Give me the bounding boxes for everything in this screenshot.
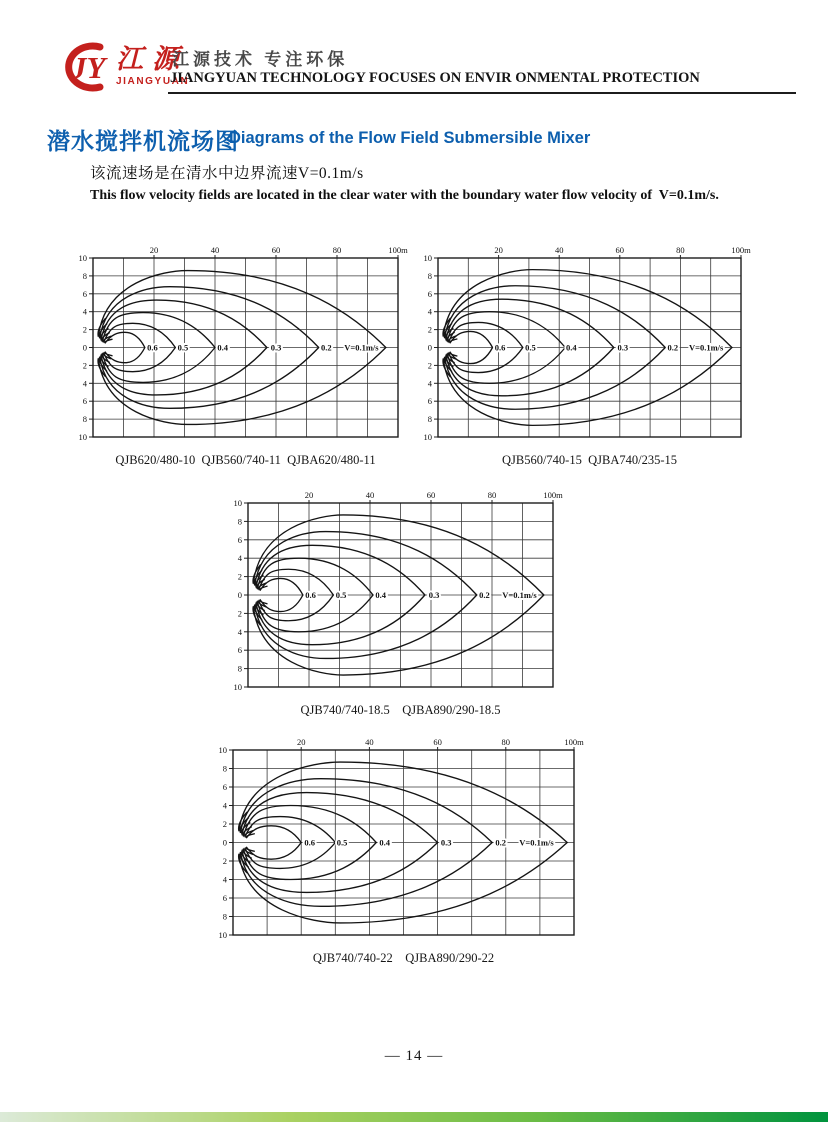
intro-line-english: This flow velocity fields are located in the clear water with the boundary water flow velocity of V=0.1m/s.: [90, 188, 719, 203]
svg-text:2: 2: [427, 360, 432, 371]
svg-text:4: 4: [427, 378, 432, 389]
chart-canvas: [229, 487, 571, 693]
svg-text:V=0.1m/s: V=0.1m/s: [688, 342, 724, 353]
svg-text:8: 8: [82, 414, 87, 425]
svg-text:100m: 100m: [543, 490, 563, 500]
svg-text:4: 4: [427, 306, 432, 317]
svg-text:0: 0: [82, 342, 87, 353]
svg-text:0.2: 0.2: [321, 342, 332, 353]
chart-canvas: [420, 242, 759, 443]
svg-text:40: 40: [365, 490, 375, 500]
svg-text:4: 4: [237, 626, 242, 637]
svg-text:V=0.1m/s: V=0.1m/s: [344, 342, 379, 353]
svg-text:0.6: 0.6: [304, 837, 316, 848]
svg-text:10: 10: [218, 745, 227, 755]
logo-monogram: JY: [71, 50, 106, 85]
svg-text:20: 20: [304, 490, 314, 500]
svg-text:0.2: 0.2: [667, 342, 679, 353]
svg-text:0.2: 0.2: [495, 837, 506, 848]
svg-text:2: 2: [82, 360, 87, 371]
svg-text:10: 10: [423, 253, 432, 263]
svg-text:2: 2: [82, 324, 87, 335]
flow-field-chart-2: [420, 242, 759, 468]
svg-text:20: 20: [296, 737, 306, 747]
svg-text:80: 80: [332, 245, 342, 255]
chart-1-caption: QJB620/480-10 QJB560/740-11 QJBA620/480-11: [115, 453, 376, 467]
svg-text:100m: 100m: [731, 245, 751, 255]
svg-text:8: 8: [237, 516, 242, 527]
svg-text:6: 6: [82, 288, 87, 299]
svg-text:0: 0: [237, 590, 242, 600]
svg-text:10: 10: [423, 432, 432, 442]
footer-accent-bar: [0, 1112, 828, 1122]
header-slogan-chinese: 江源技术 专注环保: [172, 50, 349, 69]
svg-text:0.6: 0.6: [305, 590, 316, 600]
svg-text:0.3: 0.3: [270, 342, 282, 353]
svg-text:40: 40: [554, 245, 564, 255]
chart-2-caption: QJB560/740-15 QJBA740/235-15: [501, 453, 677, 467]
svg-text:10: 10: [218, 930, 227, 940]
svg-text:6: 6: [237, 645, 242, 656]
svg-text:60: 60: [426, 490, 436, 500]
intro-line-chinese: 该流速场是在清水中边界流速V=0.1m/s: [90, 165, 364, 182]
flow-field-chart-1: [75, 242, 416, 468]
svg-text:80: 80: [676, 245, 685, 255]
svg-text:0.5: 0.5: [177, 342, 189, 353]
svg-text:2: 2: [222, 856, 227, 866]
flow-field-chart-3: [229, 487, 571, 718]
chart-canvas: [214, 734, 592, 941]
chart-3-caption: QJB740/740-18.5 QJBA890/290-18.5: [300, 703, 501, 717]
svg-text:8: 8: [237, 663, 242, 674]
page-number: — 14 —: [384, 1048, 444, 1064]
svg-text:6: 6: [427, 396, 432, 407]
svg-text:10: 10: [78, 432, 87, 442]
svg-text:2: 2: [222, 819, 227, 829]
svg-text:0.3: 0.3: [428, 590, 440, 600]
svg-text:0.5: 0.5: [336, 837, 348, 848]
svg-text:8: 8: [222, 911, 227, 922]
chart-canvas: [75, 242, 416, 443]
svg-text:4: 4: [237, 553, 242, 564]
svg-text:0.6: 0.6: [494, 342, 506, 353]
svg-text:4: 4: [222, 874, 227, 885]
page-title-chinese: 潜水搅拌机流场图: [47, 128, 239, 154]
svg-text:80: 80: [501, 737, 511, 747]
svg-text:4: 4: [82, 378, 87, 389]
svg-text:0.4: 0.4: [217, 342, 228, 353]
svg-text:10: 10: [78, 253, 87, 263]
header-slogan-english: JIANGYUAN TECHNOLOGY FOCUSES ON ENVIR ONMENTAL PROTECTION: [170, 70, 700, 86]
svg-text:100m: 100m: [388, 245, 408, 255]
svg-text:V=0.1m/s: V=0.1m/s: [519, 837, 554, 848]
svg-text:0.2: 0.2: [479, 590, 490, 600]
svg-text:40: 40: [210, 245, 220, 255]
svg-text:0.4: 0.4: [379, 837, 391, 848]
logo-latin-name: JIANGYUAN: [116, 76, 190, 87]
svg-text:0: 0: [427, 342, 432, 353]
svg-text:20: 20: [149, 245, 159, 255]
svg-text:0.5: 0.5: [335, 590, 347, 600]
svg-text:0.5: 0.5: [525, 342, 536, 353]
svg-text:8: 8: [427, 414, 432, 425]
svg-text:60: 60: [433, 737, 442, 747]
svg-text:8: 8: [82, 270, 87, 281]
svg-text:2: 2: [237, 608, 242, 619]
svg-text:0.6: 0.6: [147, 342, 158, 353]
svg-text:40: 40: [365, 737, 374, 747]
page-title-english: Diagrams of the Flow Field Submersible Mixer: [229, 129, 591, 147]
logo-swoosh-icon: [54, 40, 116, 98]
svg-text:60: 60: [615, 245, 625, 255]
svg-text:2: 2: [427, 324, 432, 335]
svg-text:0.4: 0.4: [566, 342, 577, 353]
svg-text:6: 6: [427, 288, 432, 299]
svg-text:6: 6: [222, 782, 227, 792]
svg-text:8: 8: [222, 763, 227, 774]
svg-text:2: 2: [237, 571, 242, 582]
svg-text:80: 80: [487, 490, 497, 500]
svg-text:6: 6: [222, 893, 227, 903]
svg-text:0.4: 0.4: [375, 590, 386, 600]
logo-chinese-name: 江源: [116, 44, 188, 74]
svg-text:V=0.1m/s: V=0.1m/s: [502, 590, 537, 600]
flow-field-chart-4: [214, 734, 592, 966]
header-divider: [168, 92, 796, 94]
svg-text:4: 4: [82, 306, 87, 317]
svg-text:8: 8: [427, 270, 432, 281]
svg-text:6: 6: [237, 534, 242, 545]
chart-4-caption: QJB740/740-22 QJBA890/290-22: [312, 951, 495, 965]
svg-text:0: 0: [222, 837, 227, 848]
svg-text:4: 4: [222, 800, 227, 811]
svg-text:100m: 100m: [564, 737, 584, 747]
svg-text:10: 10: [233, 498, 242, 508]
svg-text:60: 60: [271, 245, 281, 255]
svg-text:20: 20: [494, 245, 503, 255]
svg-text:0.3: 0.3: [617, 342, 629, 353]
svg-text:6: 6: [82, 396, 87, 407]
svg-text:10: 10: [233, 682, 242, 692]
svg-text:0.3: 0.3: [440, 837, 452, 848]
jiangyuan-logo: [54, 40, 189, 98]
